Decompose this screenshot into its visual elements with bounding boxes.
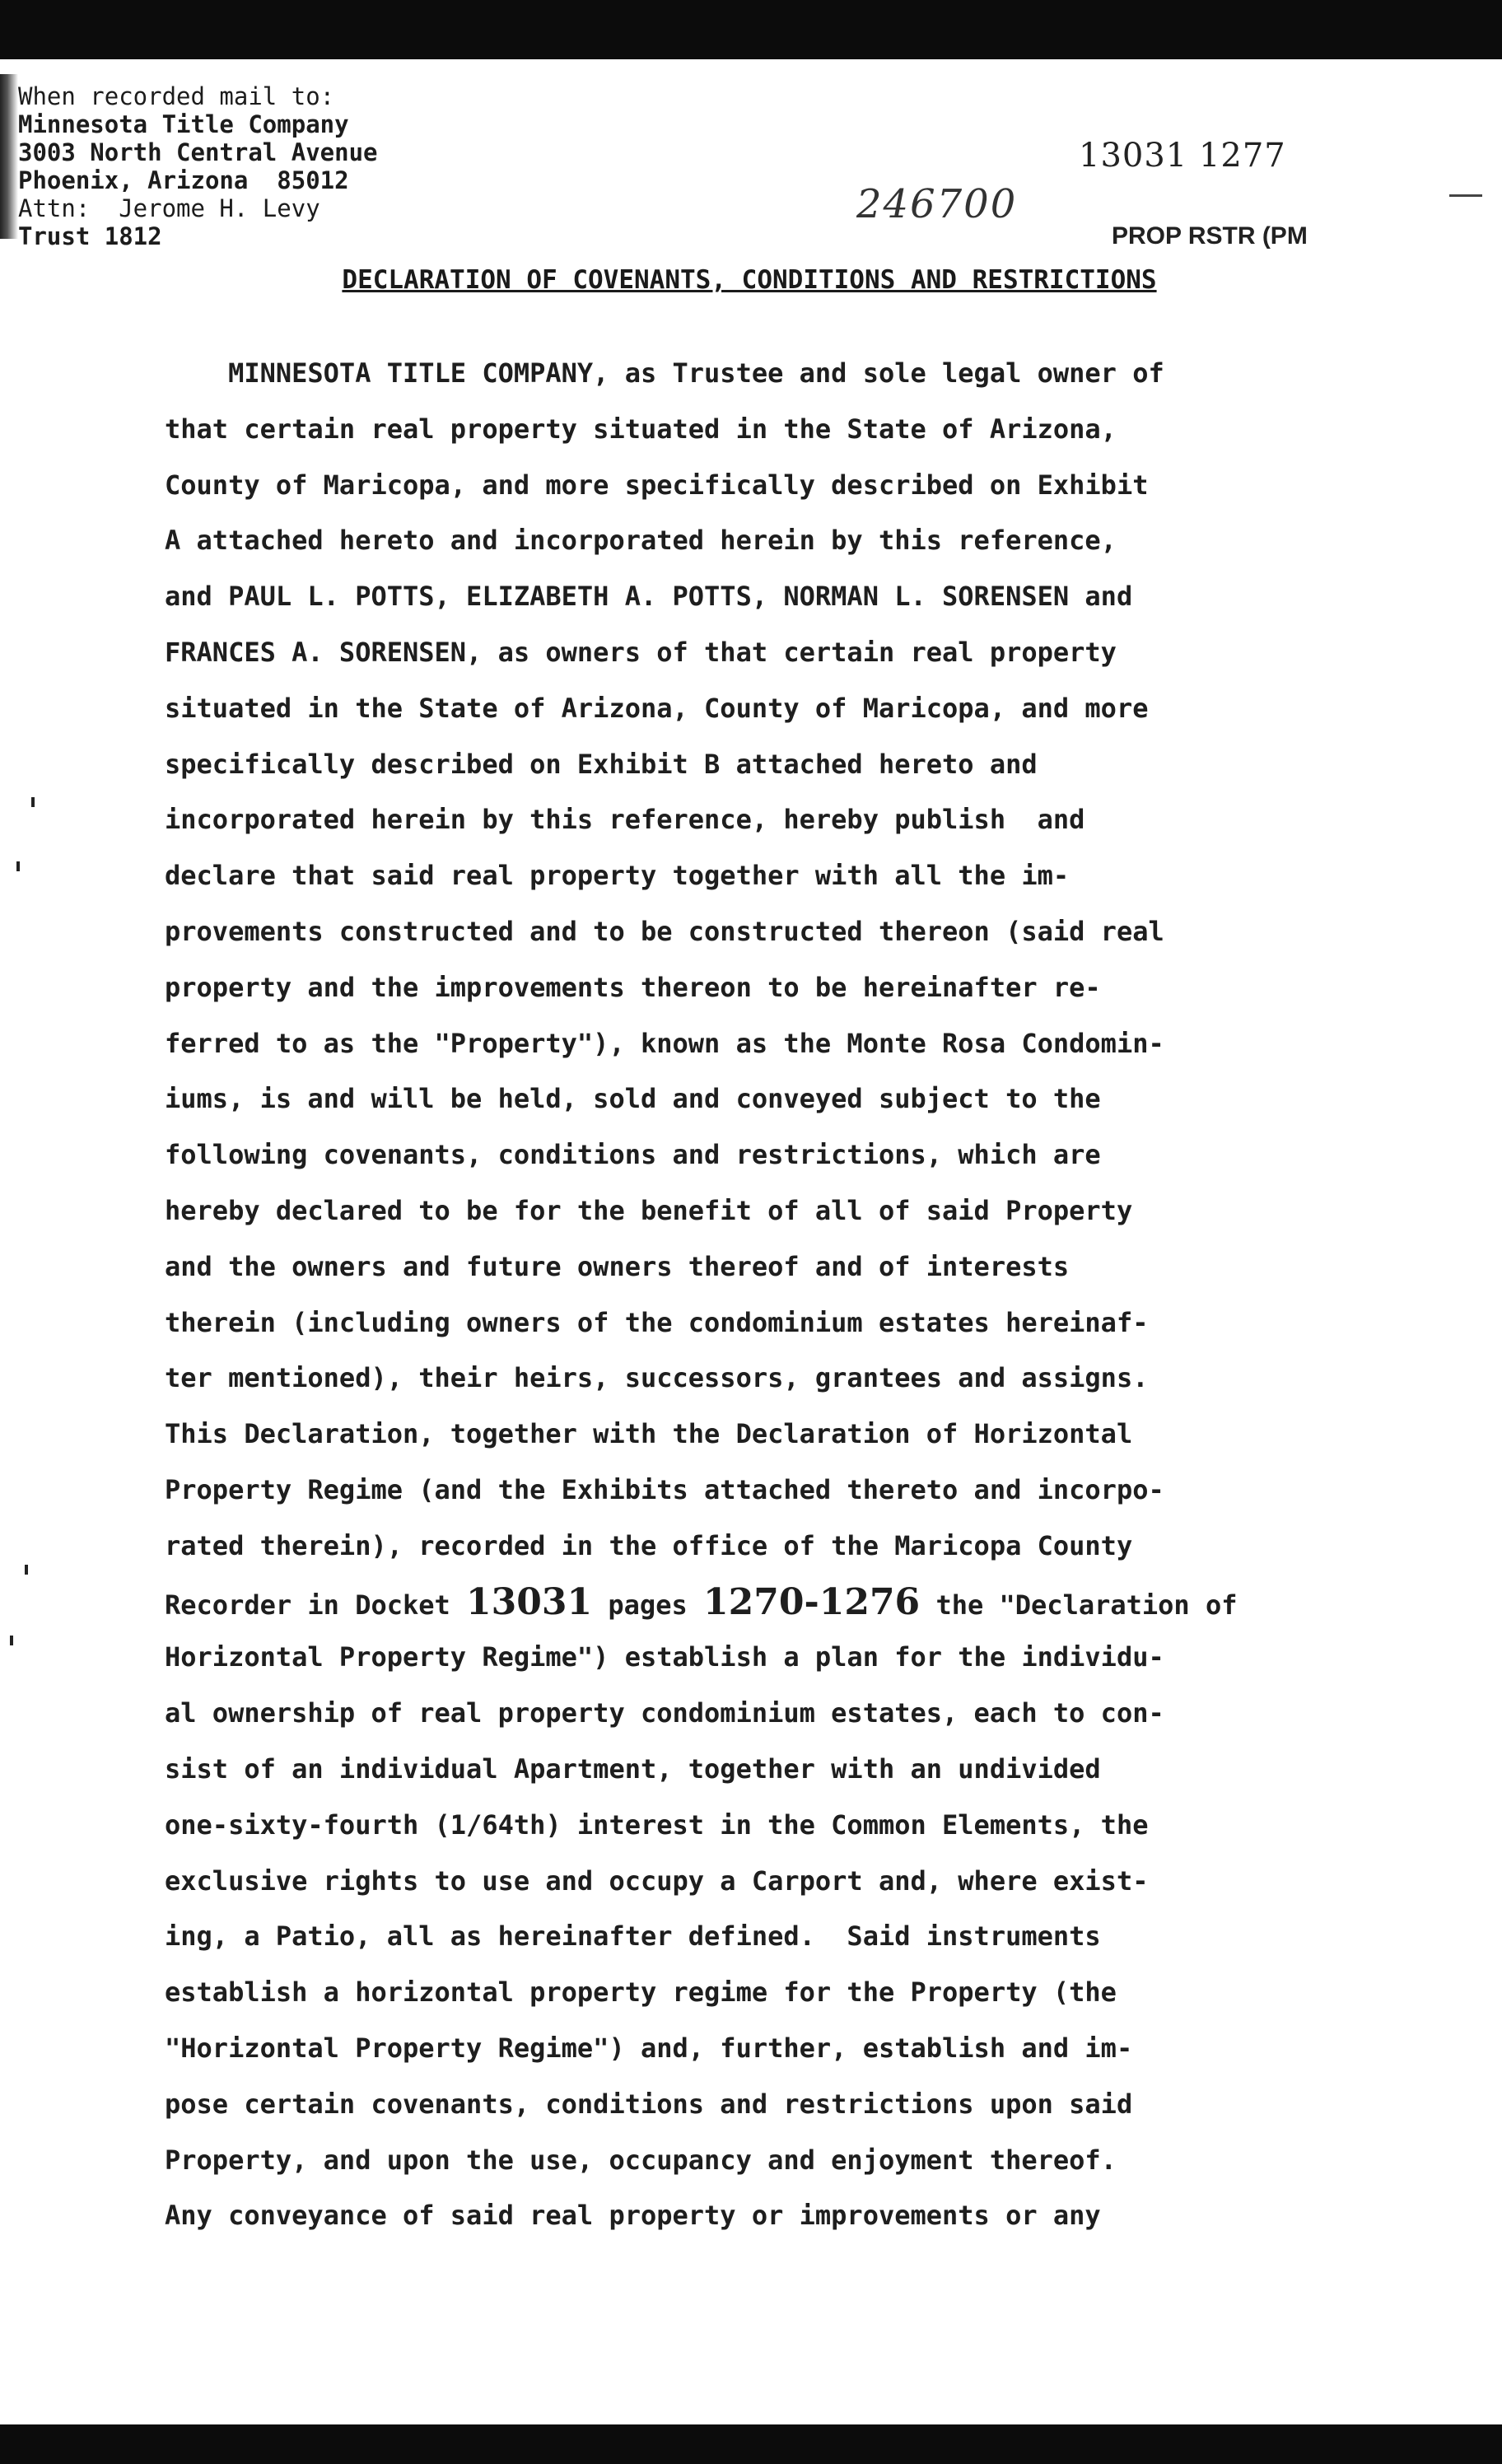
body-line: ing, a Patio, all as hereinafter defined. Said instruments — [165, 1920, 1101, 1953]
return-line-1: When recorded mail to: — [18, 82, 335, 110]
body-line: pose certain covenants, conditions and restrictions upon said — [165, 2088, 1133, 2120]
prop-rstr-stamp: PROP RSTR (PM — [1112, 222, 1308, 250]
margin-mark — [16, 861, 20, 871]
scan-top-border — [0, 0, 1502, 59]
body-line: specifically described on Exhibit B attached hereto and — [165, 748, 1038, 780]
body-line: following covenants, conditions and restrictions, which are — [165, 1139, 1101, 1171]
body-line: A attached hereto and incorporated herein by this reference, — [165, 525, 1117, 557]
body-line: declare that said real property together with all the im- — [165, 860, 1070, 892]
return-address-block — [18, 82, 479, 250]
body-line: incorporated herein by this reference, hereby publish and — [165, 804, 1085, 836]
body-line: exclusive rights to use and occupy a Carport and, where exist- — [165, 1864, 1149, 1897]
body-line: This Declaration, together with the Declaration of Horizontal — [165, 1418, 1133, 1450]
return-line-2: Minnesota Title Company — [18, 110, 349, 138]
handwritten-page-range: 1270-1276 — [702, 1580, 921, 1623]
body-line: FRANCES A. SORENSEN, as owners of that certain real property — [165, 636, 1117, 668]
body-line: "Horizontal Property Regime") and, further, establish and im- — [165, 2032, 1133, 2064]
body-line: al ownership of real property condominium estates, each to con- — [165, 1697, 1164, 1729]
body-line: Property Regime (and the Exhibits attached thereto and incorpo- — [165, 1473, 1164, 1505]
body-line: rated therein), recorded in the office of the Maricopa County — [165, 1529, 1133, 1561]
scan-corner-mark — [1449, 194, 1482, 197]
body-line: Horizontal Property Regime") establish a plan for the individu- — [165, 1641, 1164, 1673]
body-line: provements constructed and to be constructed thereon (said real — [165, 915, 1164, 947]
docket-page-stamp: 13031 1277 — [1079, 137, 1286, 175]
body-line: iums, is and will be held, sold and conveyed subject to the — [165, 1083, 1101, 1115]
margin-mark — [31, 797, 35, 807]
document-title: DECLARATION OF COVENANTS, CONDITIONS AND RESTRICTIONS — [342, 265, 1157, 295]
docket-line-text: the "Declaration of — [920, 1589, 1238, 1621]
return-line-6: Trust 1812 — [18, 222, 162, 250]
scan-bottom-border — [0, 2424, 1502, 2464]
margin-mark — [10, 1636, 13, 1645]
body-line: that certain real property situated in the State of Arizona, — [165, 413, 1117, 445]
docket-line-text: Recorder in Docket — [165, 1589, 467, 1621]
handwritten-docket-number: 13031 — [466, 1580, 593, 1623]
return-line-4: Phoenix, Arizona 85012 — [18, 166, 349, 194]
body-line: hereby declared to be for the benefit of all of said Property — [165, 1194, 1133, 1226]
body-line: one-sixty-fourth (1/64th) interest in the Common Elements, the — [165, 1808, 1149, 1841]
scan-left-edge-shadow — [0, 74, 18, 239]
document-body — [165, 346, 1334, 2244]
return-line-5: Attn: Jerome H. Levy — [18, 194, 320, 222]
body-line: sist of an individual Apartment, together with an undivided — [165, 1752, 1101, 1785]
body-line: County of Maricopa, and more specifically described on Exhibit — [165, 469, 1149, 501]
body-line: ter mentioned), their heirs, successors, grantees and assigns. — [165, 1362, 1149, 1394]
body-line: and PAUL L. POTTS, ELIZABETH A. POTTS, NORMAN L. SORENSEN and — [165, 581, 1133, 613]
body-line: Any conveyance of said real property or improvements or any — [165, 2200, 1101, 2232]
body-line: establish a horizontal property regime for the Property (the — [165, 1976, 1117, 2009]
body-line: MINNESOTA TITLE COMPANY, as Trustee and sole legal owner of — [165, 357, 1164, 389]
body-line: therein (including owners of the condominium estates hereinaf- — [165, 1306, 1149, 1338]
body-line: ferred to as the "Property"), known as the Monte Rosa Condomin- — [165, 1027, 1164, 1059]
margin-mark — [25, 1565, 28, 1575]
body-line: Property, and upon the use, occupancy and enjoyment thereof. — [165, 2144, 1117, 2176]
docket-line-text: pages — [592, 1589, 703, 1621]
body-line — [165, 1575, 1334, 1631]
instrument-number-stamp: 246700 — [856, 181, 1018, 227]
body-line: and the owners and future owners thereof and of interests — [165, 1250, 1070, 1282]
body-line: property and the improvements thereon to be hereinafter re- — [165, 971, 1101, 1003]
body-line: situated in the State of Arizona, County of Maricopa, and more — [165, 692, 1149, 724]
return-line-3: 3003 North Central Avenue — [18, 138, 378, 166]
